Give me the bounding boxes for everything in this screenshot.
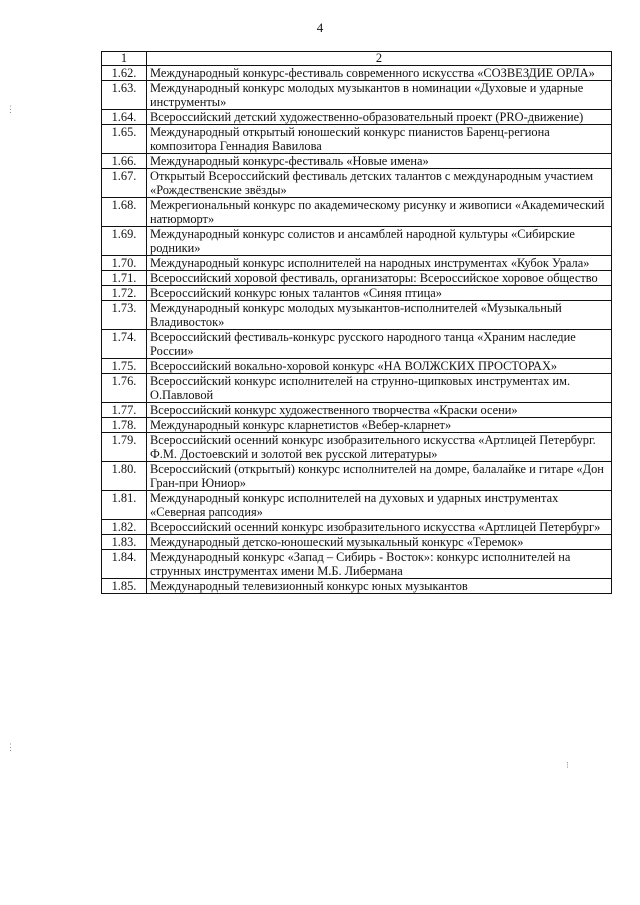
table-row	[102, 491, 612, 520]
page-number: 4	[316, 20, 324, 35]
table-row	[102, 359, 612, 374]
contest-name: Всероссийский хоровой фестиваль, организаторы: Всероссийское хоровое общество	[147, 271, 612, 286]
table-row	[102, 66, 612, 81]
table-row	[102, 462, 612, 491]
contest-name: Всероссийский конкурс исполнителей на струнно-щипковых инструментах им. О.Павловой	[147, 374, 612, 403]
contest-name: Всероссийский конкурс юных талантов «Синяя птица»	[147, 286, 612, 301]
table-row	[102, 271, 612, 286]
row-number: 1.77.	[102, 403, 147, 418]
row-number: 1.76.	[102, 374, 147, 403]
contest-name: Всероссийский (открытый) конкурс исполнителей на домре, балалайке и гитаре «Дон Гран-при Юниор»	[147, 462, 612, 491]
row-number: 1.75.	[102, 359, 147, 374]
contest-name: Международный конкурс исполнителей на духовых и ударных инструментах «Северная рапсодия»	[147, 491, 612, 520]
contest-name: Международный открытый юношеский конкурс пианистов Баренц-региона композитора Геннадия Вавилова	[147, 125, 612, 154]
contest-name: Открытый Всероссийский фестиваль детских талантов с международным участием «Рождественские звёзды»	[147, 169, 612, 198]
table-row	[102, 550, 612, 579]
contest-table	[101, 51, 612, 594]
table-row	[102, 374, 612, 403]
row-number: 1.68.	[102, 198, 147, 227]
contest-name: Всероссийский осенний конкурс изобразительного искусства «Артлицей Петербург. Ф.М. Достоевский и золотой век русской литературы»	[147, 433, 612, 462]
contest-name: Всероссийский фестиваль-конкурс русского народного танца «Храним наследие России»	[147, 330, 612, 359]
contest-name: Международный конкурс исполнителей на народных инструментах «Кубок Урала»	[147, 256, 612, 271]
contest-name: Международный конкурс кларнетистов «Вебер-кларнет»	[147, 418, 612, 433]
row-number: 1.65.	[102, 125, 147, 154]
table-row	[102, 81, 612, 110]
table-row	[102, 418, 612, 433]
row-number: 1.70.	[102, 256, 147, 271]
table-row	[102, 520, 612, 535]
contest-name: Всероссийский осенний конкурс изобразительного искусства «Артлицей Петербург»	[147, 520, 612, 535]
scan-mark: ⋮	[6, 742, 15, 752]
table-row	[102, 169, 612, 198]
row-number: 1.72.	[102, 286, 147, 301]
table-row	[102, 110, 612, 125]
row-number: 1.71.	[102, 271, 147, 286]
contest-name: Международный конкурс-фестиваль современного искусства «СОЗВЕЗДИЕ ОРЛА»	[147, 66, 612, 81]
header-col-number: 1	[102, 52, 147, 66]
table-row	[102, 256, 612, 271]
row-number: 1.74.	[102, 330, 147, 359]
table-row	[102, 125, 612, 154]
contest-name: Международный телевизионный конкурс юных музыкантов	[147, 579, 612, 594]
contest-name: Международный конкурс молодых музыкантов-исполнителей «Музыкальный Владивосток»	[147, 301, 612, 330]
row-number: 1.78.	[102, 418, 147, 433]
contest-name: Международный детско-юношеский музыкальный конкурс «Теремок»	[147, 535, 612, 550]
row-number: 1.64.	[102, 110, 147, 125]
row-number: 1.67.	[102, 169, 147, 198]
contest-name: Международный конкурс солистов и ансамблей народной культуры «Сибирские родники»	[147, 227, 612, 256]
row-number: 1.84.	[102, 550, 147, 579]
contest-name: Международный конкурс «Запад – Сибирь - Восток»: конкурс исполнителей на струнных инструментах имени М.Б. Либермана	[147, 550, 612, 579]
row-number: 1.83.	[102, 535, 147, 550]
table-row	[102, 198, 612, 227]
contest-name: Международный конкурс-фестиваль «Новые имена»	[147, 154, 612, 169]
table-row	[102, 286, 612, 301]
row-number: 1.81.	[102, 491, 147, 520]
table-row	[102, 579, 612, 594]
table-row	[102, 403, 612, 418]
table-row	[102, 535, 612, 550]
contest-name: Всероссийский детский художественно-образовательный проект (PRO-движение)	[147, 110, 612, 125]
contest-name: Всероссийский конкурс художественного творчества «Краски осени»	[147, 403, 612, 418]
table-row	[102, 301, 612, 330]
row-number: 1.63.	[102, 81, 147, 110]
table-row	[102, 227, 612, 256]
row-number: 1.66.	[102, 154, 147, 169]
row-number: 1.85.	[102, 579, 147, 594]
scan-mark: ⋮	[6, 104, 15, 114]
table-row	[102, 433, 612, 462]
row-number: 1.69.	[102, 227, 147, 256]
row-number: 1.82.	[102, 520, 147, 535]
row-number: 1.62.	[102, 66, 147, 81]
contest-name: Международный конкурс молодых музыкантов в номинации «Духовые и ударные инструменты»	[147, 81, 612, 110]
scan-mark: ⁝	[566, 760, 569, 770]
contest-name: Всероссийский вокально-хоровой конкурс «НА ВОЛЖСКИХ ПРОСТОРАХ»	[147, 359, 612, 374]
header-col-name: 2	[147, 52, 612, 66]
row-number: 1.73.	[102, 301, 147, 330]
table-row	[102, 330, 612, 359]
contest-name: Межрегиональный конкурс по академическому рисунку и живописи «Академический натюрморт»	[147, 198, 612, 227]
table-row	[102, 154, 612, 169]
row-number: 1.80.	[102, 462, 147, 491]
row-number: 1.79.	[102, 433, 147, 462]
table-header-row	[102, 52, 612, 66]
